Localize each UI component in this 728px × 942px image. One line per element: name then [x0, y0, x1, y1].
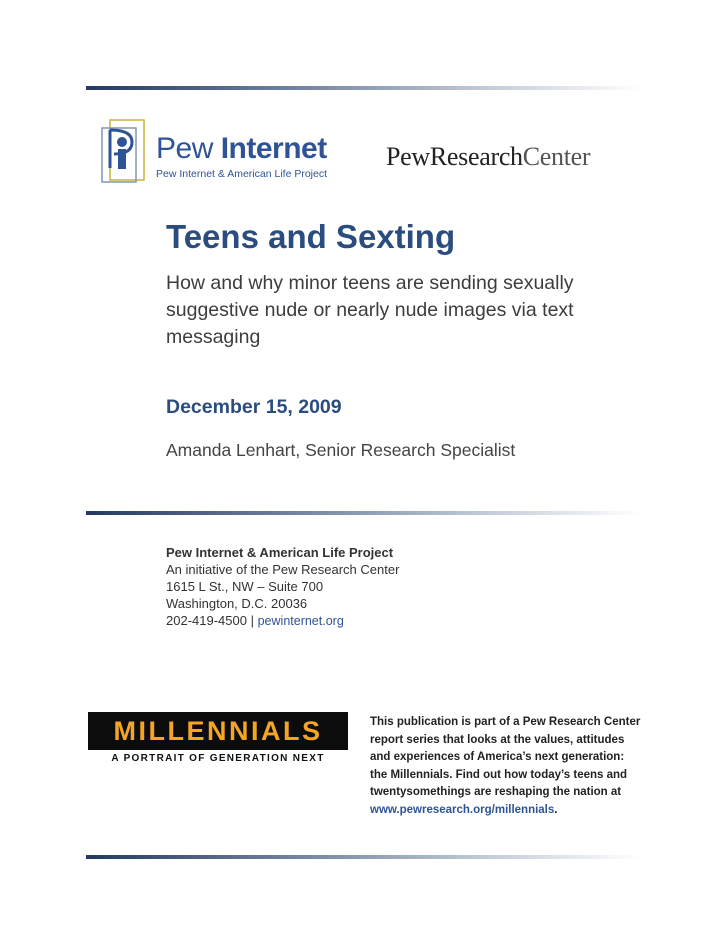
pew-internet-wordmark: [156, 132, 327, 166]
middle-divider: [86, 511, 642, 515]
pew-internet-logo-subtitle: Pew Internet & American Life Project: [156, 168, 327, 180]
wordmark-regular: Pew: [156, 132, 213, 165]
millennials-url-link[interactable]: www.pewresearch.org/millennials: [370, 803, 555, 816]
report-author: Amanda Lenhart, Senior Research Specialist: [166, 440, 516, 460]
organization-name: Pew Internet & American Life Project: [166, 545, 394, 560]
organization-contact-line: [166, 612, 399, 630]
millennials-series-blurb: [370, 714, 642, 819]
millennials-logo: MILLENNIALS: [88, 712, 348, 750]
organization-address-block: [166, 544, 399, 630]
report-date: December 15, 2009: [166, 396, 342, 418]
organization-phone: 202-419-4500: [166, 613, 247, 628]
organization-address-line2: Washington, D.C. 20036: [166, 596, 308, 611]
pew-internet-mark-icon: [100, 118, 146, 184]
organization-address-line1: 1615 L St., NW – Suite 700: [166, 579, 324, 594]
organization-initiative: An initiative of the Pew Research Center: [166, 562, 400, 577]
millennials-blurb-text: This publication is part of a Pew Research Center report series that looks at the values, attitudes and experiences of America’s next generation: the Millennials. Find out how today’s teens and twentysomethings are reshaping the nation at: [370, 716, 641, 798]
pew-research-center-logo: [386, 142, 590, 172]
bottom-divider: [86, 855, 642, 859]
prc-logo-part1: PewResearch: [386, 142, 523, 171]
millennials-logo-subtitle: A PORTRAIT OF GENERATION NEXT: [111, 753, 325, 764]
prc-logo-part2: Center: [522, 142, 591, 171]
blurb-end-punctuation: .: [554, 803, 558, 816]
report-title: Teens and Sexting: [166, 218, 456, 255]
contact-separator: |: [250, 613, 254, 628]
organization-website-link[interactable]: pewinternet.org: [257, 614, 344, 628]
top-divider: [86, 86, 642, 90]
report-subtitle: How and why minor teens are sending sexually suggestive nude or nearly nude images via text messaging: [166, 272, 574, 348]
pew-internet-logo: [100, 118, 340, 190]
wordmark-bold: Internet: [220, 132, 327, 165]
